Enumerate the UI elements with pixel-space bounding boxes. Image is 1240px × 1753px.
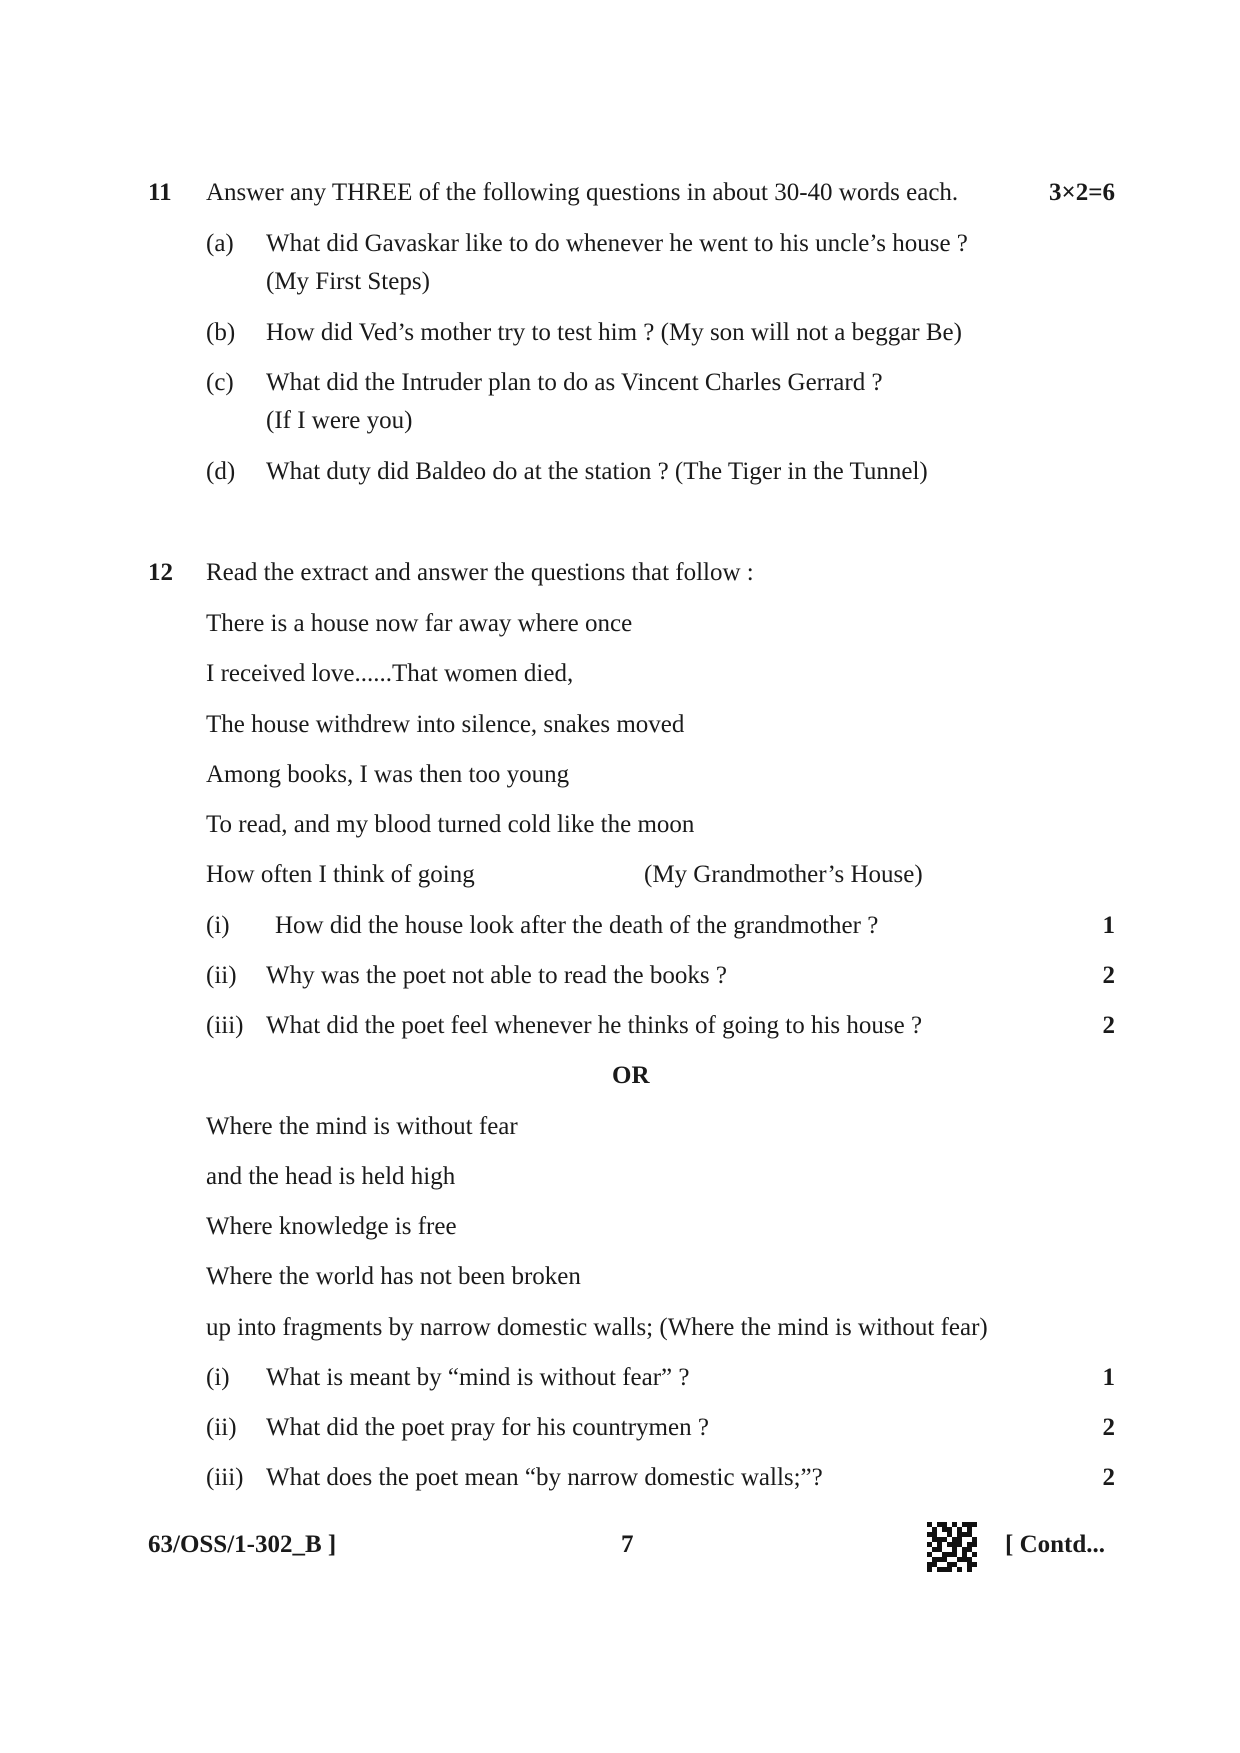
q11-c-source: (If I were you) bbox=[266, 407, 413, 434]
qr-code-icon bbox=[927, 1522, 977, 1572]
q11-b-label: (b) bbox=[206, 319, 236, 346]
q11-c-label: (c) bbox=[206, 369, 234, 396]
extract1-line: To read, and my blood turned cold like the moon bbox=[206, 811, 695, 838]
extract1-line: Among books, I was then too young bbox=[206, 761, 570, 788]
extract1-q2-label: (ii) bbox=[206, 962, 237, 989]
extract2-line: Where knowledge is free bbox=[206, 1213, 457, 1240]
extract1-line: How often I think of going bbox=[206, 861, 475, 888]
extract2-q3-label: (iii) bbox=[206, 1464, 244, 1491]
extract2-q2-text: What did the poet pray for his countrymen ? bbox=[266, 1414, 709, 1441]
extract1-q1-text: How did the house look after the death of the grandmother ? bbox=[275, 912, 879, 939]
extract1-q2-marks: 2 bbox=[1102, 962, 1115, 989]
extract2-line: and the head is held high bbox=[206, 1163, 456, 1190]
extract2-q3-text: What does the poet mean “by narrow domestic walls;”? bbox=[266, 1464, 823, 1491]
extract1-q3-marks: 2 bbox=[1102, 1012, 1115, 1039]
extract1-line: The house withdrew into silence, snakes moved bbox=[206, 711, 685, 738]
extract2-line: up into fragments by narrow domestic walls; (Where the mind is without fear) bbox=[206, 1314, 988, 1341]
extract2-q1-marks: 1 bbox=[1102, 1364, 1115, 1391]
q11-a-text: What did Gavaskar like to do whenever he went to his uncle’s house ? bbox=[266, 230, 968, 257]
extract1-source: (My Grandmother’s House) bbox=[644, 861, 923, 888]
q11-b-text: How did Ved’s mother try to test him ? (My son will not a beggar Be) bbox=[266, 319, 962, 346]
extract2-q3-marks: 2 bbox=[1102, 1464, 1115, 1491]
extract1-line: There is a house now far away where once bbox=[206, 610, 633, 637]
q11-a-source: (My First Steps) bbox=[266, 268, 430, 295]
extract2-q2-label: (ii) bbox=[206, 1414, 237, 1441]
extract2-line: Where the world has not been broken bbox=[206, 1263, 581, 1290]
extract1-q1-label: (i) bbox=[206, 912, 230, 939]
extract1-q3-label: (iii) bbox=[206, 1012, 244, 1039]
page-number: 7 bbox=[621, 1531, 634, 1558]
question-12-instruction: Read the extract and answer the questions that follow : bbox=[206, 559, 754, 586]
paper-code: 63/OSS/1-302_B ] bbox=[148, 1531, 337, 1558]
question-12-number: 12 bbox=[148, 559, 173, 586]
extract1-q3-text: What did the poet feel whenever he thinks of going to his house ? bbox=[266, 1012, 923, 1039]
contd-label: [ Contd... bbox=[1005, 1531, 1106, 1558]
q11-c-text: What did the Intruder plan to do as Vincent Charles Gerrard ? bbox=[266, 369, 883, 396]
question-11-marks: 3×2=6 bbox=[1049, 179, 1115, 206]
extract2-q1-text: What is meant by “mind is without fear” ? bbox=[266, 1364, 690, 1391]
q11-d-text: What duty did Baldeo do at the station ? (The Tiger in the Tunnel) bbox=[266, 458, 928, 485]
extract1-q1-marks: 1 bbox=[1102, 912, 1115, 939]
extract2-line: Where the mind is without fear bbox=[206, 1113, 518, 1140]
extract1-q2-text: Why was the poet not able to read the books ? bbox=[266, 962, 727, 989]
extract2-q2-marks: 2 bbox=[1102, 1414, 1115, 1441]
extract1-line: I received love......That women died, bbox=[206, 660, 574, 687]
or-separator: OR bbox=[612, 1062, 650, 1089]
extract2-q1-label: (i) bbox=[206, 1364, 230, 1391]
question-11-instruction: Answer any THREE of the following questions in about 30-40 words each. bbox=[206, 179, 959, 206]
question-11-number: 11 bbox=[148, 179, 172, 206]
q11-d-label: (d) bbox=[206, 458, 236, 485]
q11-a-label: (a) bbox=[206, 230, 234, 257]
